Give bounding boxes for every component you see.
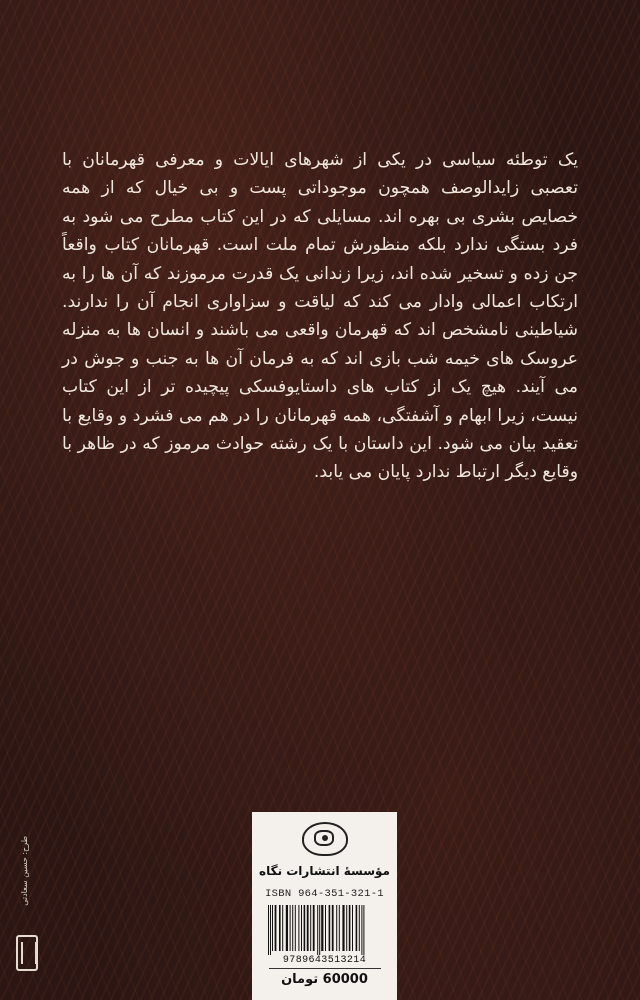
publisher-logo-icon [302,822,348,856]
design-credit: طرح: حسین سعادتی [20,836,29,906]
price-label: 60000 تومان [269,968,381,987]
publisher-panel [252,812,397,1000]
designer-logo-icon [16,935,38,971]
isbn-label: ISBN 964-351-321-1 [265,888,384,900]
blurb-text: یک توطئه سیاسی در یکی از شهرهای ایالات و معرفی قهرمانان با تعصبی زایدالوصف همچون موجوداتی پست و بی خیال که از همه خصایص بشری بی بهره اند. مسایلی که در این کتاب مطرح می شود به فرد بستگی ندارد بلکه منظورش تمام ملت است. قهرمانان کتاب واقعاً جن زده و تسخیر شده اند، زیرا زندانی یک قدرت مرموزند که آن ها را به ارتکاب اعمالی وادار می کند که لیاقت و سزاواری انجام آن را ندارند. شیاطینی نامشخص اند که قهرمان واقعی می باشند و انسان ها به منزله عروسک های خیمه شب بازی اند که به فرمان آن ها به جنب و جوش در می آیند. هیچ یک از کتاب های داستایوفسکی پیچیده تر از این کتاب نیست، زیرا ابهام و آشفتگی، همه قهرمانان را در هم می فشرد و وقایع با تعقید بیان می شود. این داستان با یک رشته حوادث مرموز که در ظاهر با وقایع دیگر ارتباط ندارد پایان می یابد. [62,150,578,483]
barcode [266,905,384,955]
barcode-number: 9789643513214 [282,955,367,966]
publisher-name: مؤسسهٔ انتشارات نگاه [259,864,390,878]
